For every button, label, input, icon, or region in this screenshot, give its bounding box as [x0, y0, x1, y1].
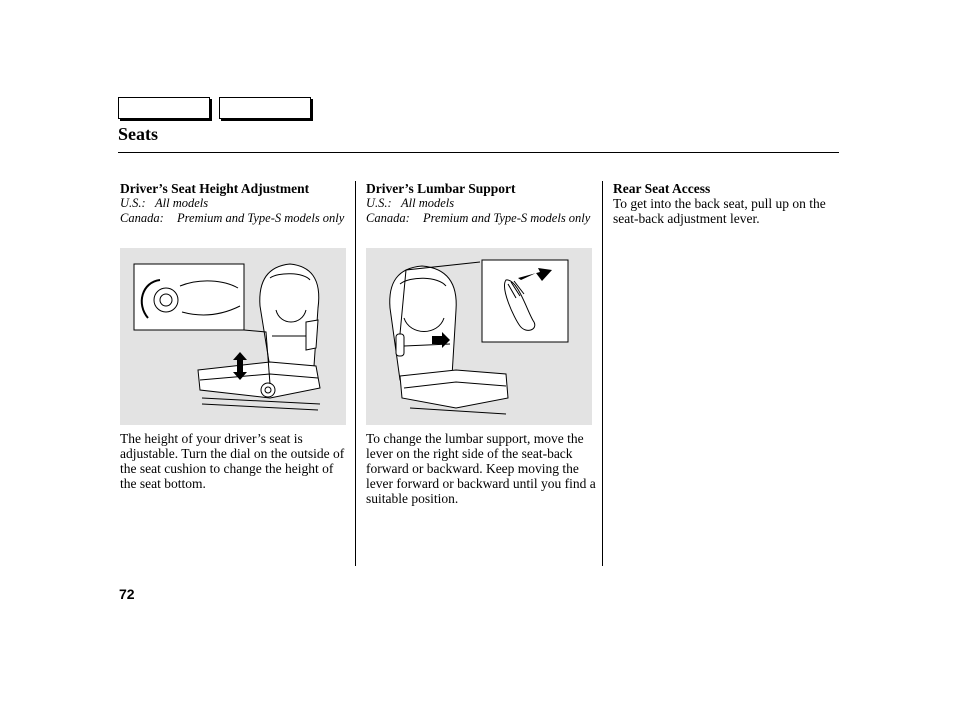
availability-canada [366, 211, 596, 226]
column-divider-1 [355, 181, 356, 566]
section-seat-height [120, 181, 350, 226]
availability-us [120, 196, 350, 211]
lumbar-support-illustration [366, 248, 592, 425]
section-heading: Driver’s Lumbar Support [366, 181, 516, 196]
availability-us-value: All models [401, 196, 455, 210]
page-number: 72 [119, 586, 135, 602]
availability-canada [120, 211, 350, 226]
seat-height-description: The height of your driver’s seat is adjustable. Turn the dial on the outside of the seat cushion to change the height of the seat bottom. [120, 431, 345, 491]
page-title: Seats [118, 124, 158, 144]
availability-canada-label: Canada: [120, 211, 164, 225]
availability-us-label: U.S.: [120, 196, 146, 210]
section-heading: Rear Seat Access [613, 181, 711, 196]
availability-canada-value: Premium and Type-S models only [177, 211, 345, 225]
section-rear-seat-access [613, 181, 839, 226]
nav-tab-1[interactable] [118, 97, 210, 119]
rear-seat-access-description: To get into the back seat, pull up on the seat-back adjustment lever. [613, 196, 826, 226]
availability-us-value: All models [155, 196, 209, 210]
seat-height-drawing [120, 248, 346, 425]
section-heading: Driver’s Seat Height Adjustment [120, 181, 310, 196]
title-divider [118, 152, 839, 153]
availability-canada-label: Canada: [366, 211, 410, 225]
lumbar-support-description: To change the lumbar support, move the lever on the right side of the seat-back forward or backward. Keep moving the lever forward or backward until you find a suitable position. [366, 431, 596, 506]
lumbar-support-drawing [366, 248, 592, 425]
column-divider-2 [602, 181, 603, 566]
nav-tab-2[interactable] [219, 97, 311, 119]
availability-us-label: U.S.: [366, 196, 392, 210]
availability-us [366, 196, 596, 211]
availability-canada-value: Premium and Type-S models only [423, 211, 591, 225]
section-lumbar-support [366, 181, 596, 226]
seat-height-illustration [120, 248, 346, 425]
